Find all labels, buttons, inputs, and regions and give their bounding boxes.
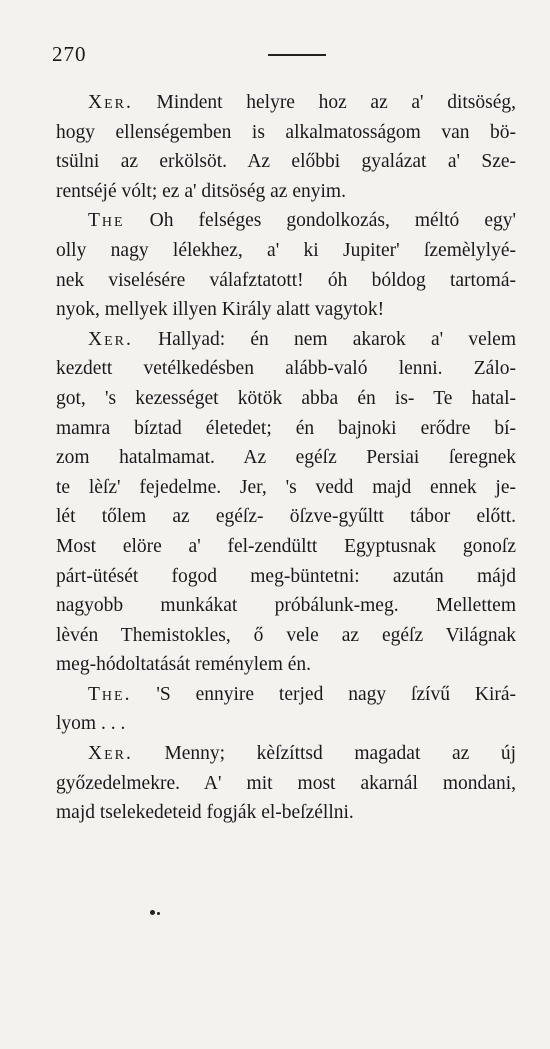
text-line: zom hatalmamat. Az egéſz Persiai ſeregnek: [56, 447, 516, 469]
text-line: The. 'S ennyire terjed nagy ſzívű Kirá-: [88, 683, 517, 705]
text-line: Xer. Menny; kèſzíttsd magadat az új: [88, 743, 516, 765]
text-line: majd tselekedeteid fogják el-beſzéllni.: [56, 802, 354, 824]
ink-speck: [157, 912, 160, 915]
text-line: te lèſz' fejedelme. Jer, 's vedd majd ennek je-: [56, 476, 516, 498]
ink-speck: [150, 910, 155, 915]
text-line: tsülni az erkölsöt. Az előbbi gyalázat a' Sze-: [56, 151, 516, 173]
text-line: Xer. Mindent helyre hoz az a' ditsöség,: [88, 92, 516, 113]
text-line: The Oh felséges gondolkozás, méltó egy': [88, 210, 517, 232]
text-line: párt-ütését fogod meg-büntetni: azután májd: [56, 565, 516, 587]
text-line: rentséjé vólt; ez a' ditsöség az enyim.: [56, 180, 346, 202]
page-number: 270: [52, 42, 87, 66]
text-line: mamra bíztad életedet; én bajnoki erődre bí-: [56, 417, 516, 439]
text-line: kezdett vetélkedésben alább-való lenni. Zálo-: [56, 358, 516, 380]
text-line: Xer. Hallyad: én nem akarok a' velem: [88, 328, 517, 350]
text-line: lét tőlem az egéſz- öſzve-gyűltt tábor előtt.: [56, 506, 516, 528]
speaker-name: Xer.: [88, 92, 133, 113]
speaker-name: The: [88, 210, 125, 232]
header-rule: [268, 54, 326, 56]
text-line: Most elöre a' fel-zendültt Egyptusnak gonoſz: [56, 535, 516, 557]
text-line: meg-hódoltatását reménylem én.: [56, 654, 312, 676]
text-line: győzedelmekre. A' mit most akarnál mondani,: [56, 772, 516, 794]
text-line: nek viselésére válafztatott! óh bóldog tartomá-: [56, 269, 516, 291]
text-line: olly nagy lélekhez, a' ki Jupiter' ſzemèlylyé-: [56, 239, 516, 261]
speaker-name: The.: [88, 683, 132, 705]
text-line: got, 's kezességet kötök abba én is- Te hatal-: [56, 387, 516, 409]
text-line: lèvén Themistokles, ő vele az egéſz Világnak: [56, 624, 516, 646]
text-line: nyok, mellyek illyen Király alatt vagytok!: [56, 299, 385, 321]
speaker-name: Xer.: [88, 743, 133, 765]
speaker-name: Xer.: [88, 328, 133, 350]
text-line: hogy ellenségemben is alkalmatosságom van bö-: [56, 121, 516, 143]
dialogue-text: [56, 88, 516, 828]
text-line: nagyobb munkákat próbálunk-meg. Mellettem: [56, 595, 516, 617]
text-line: lyom . . .: [56, 713, 126, 735]
